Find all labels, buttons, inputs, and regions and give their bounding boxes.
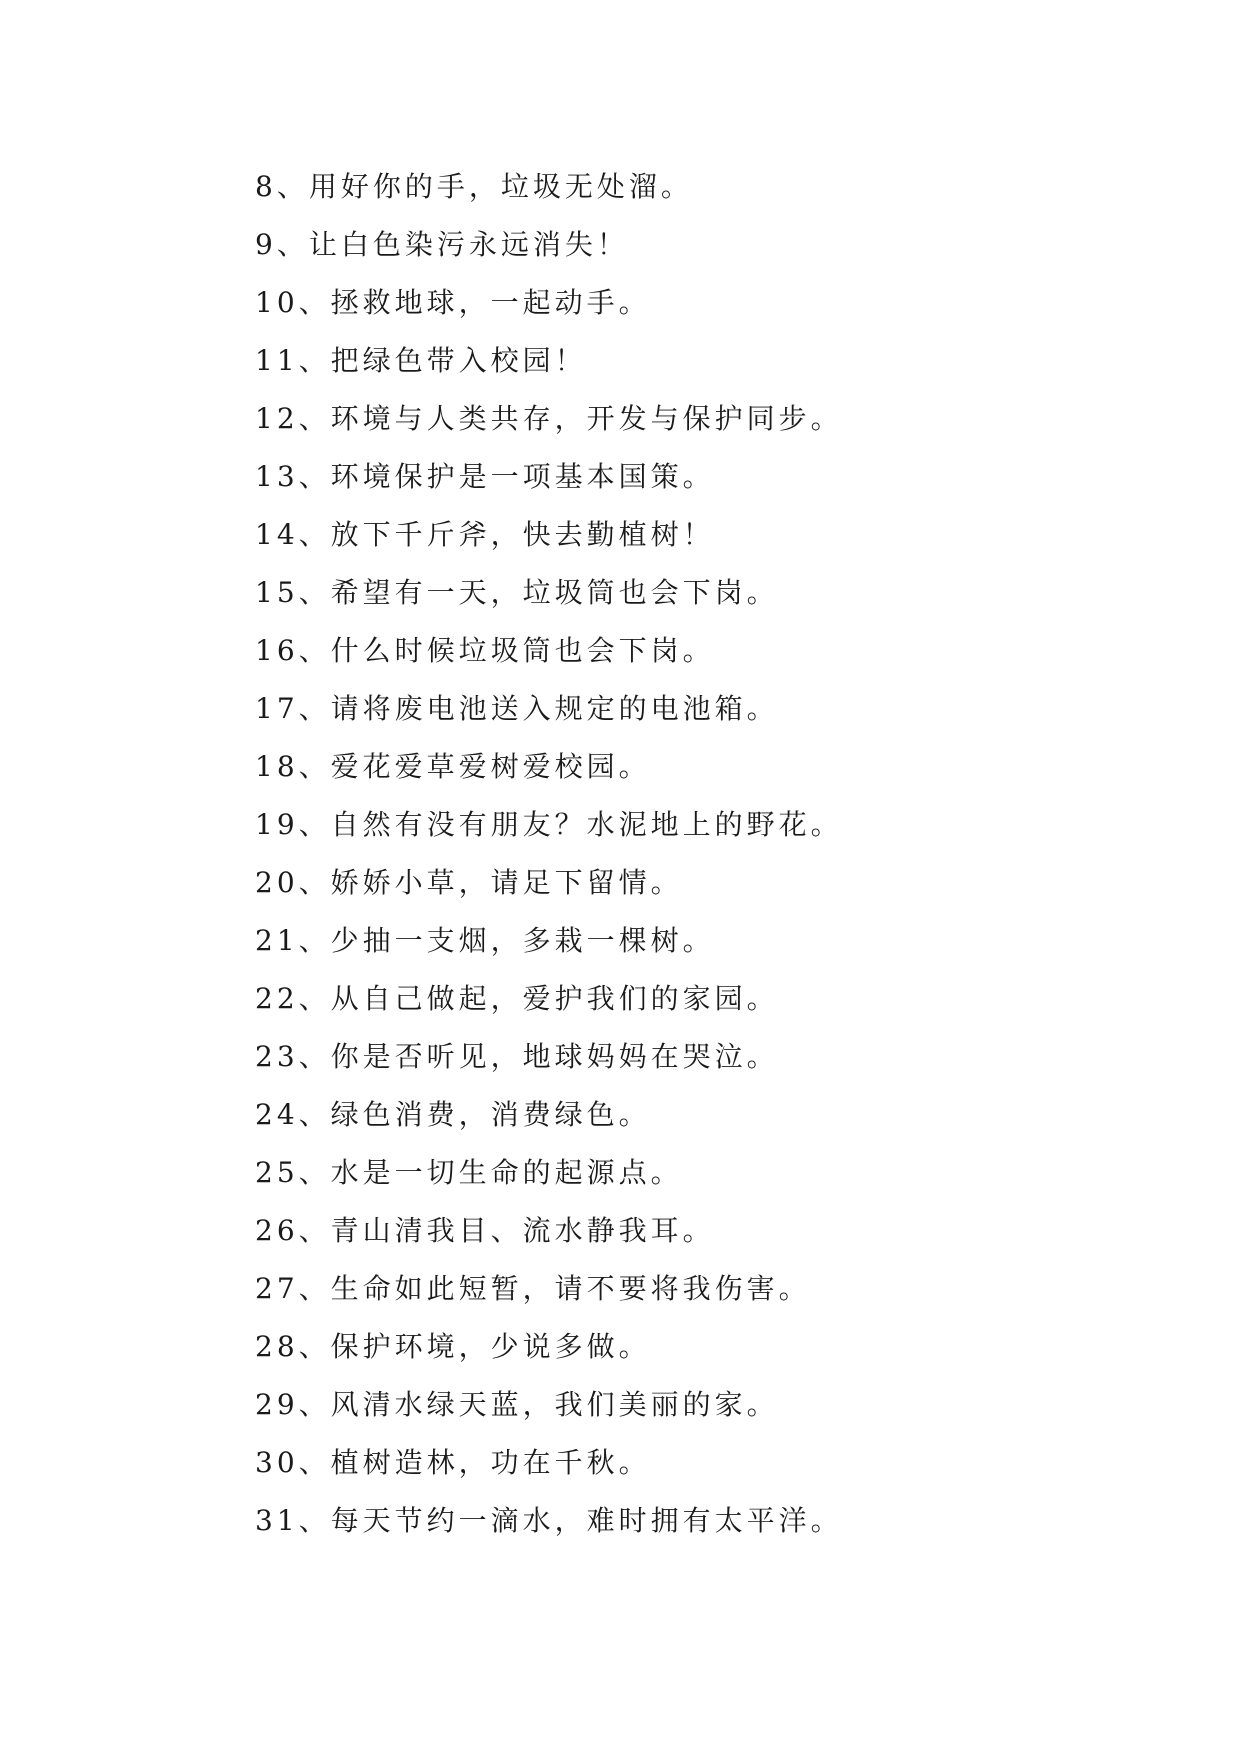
list-item: 21、少抽一支烟，多栽一棵树。 (255, 924, 715, 957)
list-item: 16、什么时候垃圾筒也会下岗。 (255, 634, 715, 667)
list-item: 24、绿色消费，消费绿色。 (255, 1098, 651, 1131)
list-item: 10、拯救地球，一起动手。 (255, 286, 651, 319)
list-item: 29、风清水绿天蓝，我们美丽的家。 (255, 1388, 779, 1421)
list-item: 28、保护环境，少说多做。 (255, 1330, 651, 1363)
list-item: 26、青山清我目、流水静我耳。 (255, 1214, 715, 1247)
list-item: 25、水是一切生命的起源点。 (255, 1156, 683, 1189)
list-item: 9、让白色染污永远消失！ (255, 228, 629, 261)
list-item: 12、环境与人类共存，开发与保护同步。 (255, 402, 843, 435)
list-item: 14、放下千斤斧，快去勤植树！ (255, 518, 715, 551)
list-item: 15、希望有一天，垃圾筒也会下岗。 (255, 576, 779, 609)
list-item: 23、你是否听见，地球妈妈在哭泣。 (255, 1040, 779, 1073)
list-item: 20、娇娇小草，请足下留情。 (255, 866, 683, 899)
list-item: 31、每天节约一滴水，难时拥有太平洋。 (255, 1504, 843, 1537)
slogan-list (255, 158, 843, 1550)
list-item: 18、爱花爱草爱树爱校园。 (255, 750, 651, 783)
list-item: 30、植树造林，功在千秋。 (255, 1446, 651, 1479)
list-item: 8、用好你的手，垃圾无处溜。 (255, 170, 693, 203)
list-item: 11、把绿色带入校园！ (255, 344, 587, 377)
list-item: 19、自然有没有朋友？水泥地上的野花。 (255, 808, 843, 841)
list-item: 27、生命如此短暂，请不要将我伤害。 (255, 1272, 811, 1305)
list-item: 13、环境保护是一项基本国策。 (255, 460, 715, 493)
list-item: 17、请将废电池送入规定的电池箱。 (255, 692, 779, 725)
list-item: 22、从自己做起，爱护我们的家园。 (255, 982, 779, 1015)
